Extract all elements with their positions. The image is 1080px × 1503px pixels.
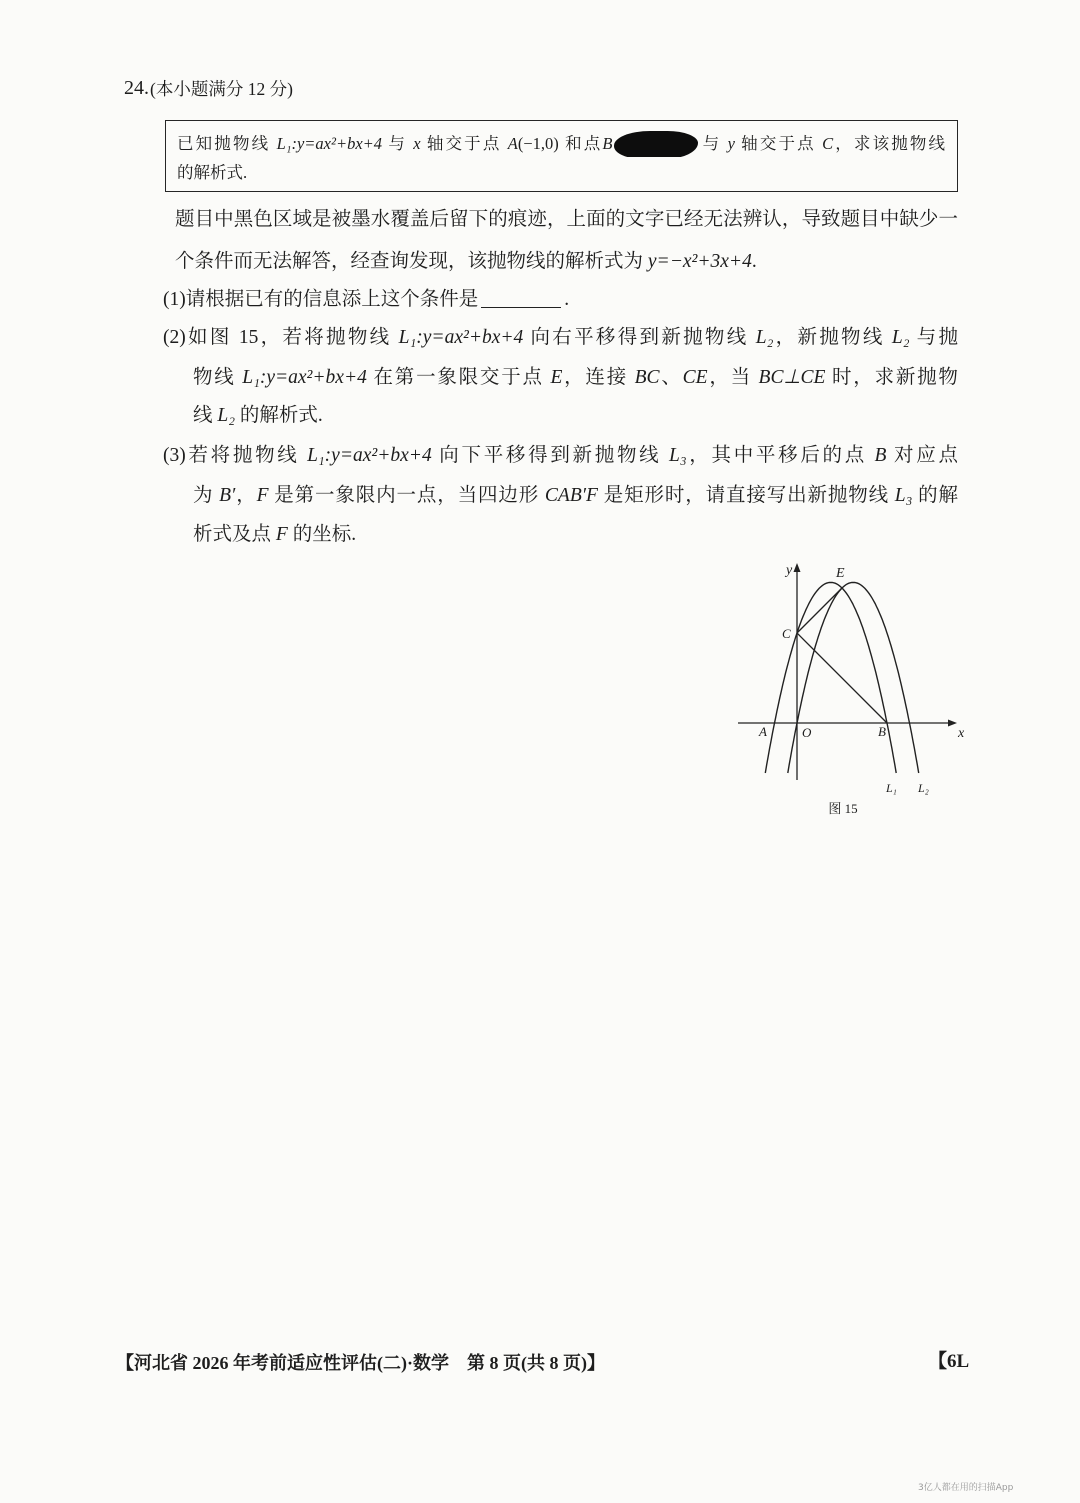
parabola-l2 xyxy=(788,582,919,773)
part-3-text: (3)若将抛物线 xyxy=(163,445,308,466)
part-3-text: ，其中平移后的点 xyxy=(686,445,875,466)
part-2-line-1 xyxy=(163,324,958,352)
part-2-math: E xyxy=(550,367,563,388)
note-line-2 xyxy=(175,248,958,276)
part-2-text: 的解析式. xyxy=(235,405,323,426)
given-text: 与 xyxy=(700,134,728,153)
part-2-text: (2)如图 15，若将抛物线 xyxy=(163,327,399,348)
figure-15 xyxy=(735,555,970,825)
given-math: L₁:y=ax²+bx+4 xyxy=(276,134,383,153)
part-3-line-2 xyxy=(193,482,958,510)
x-axis-label: x xyxy=(958,726,965,741)
part-2-text: ，当 xyxy=(707,367,759,388)
part-1-line xyxy=(163,286,958,314)
part-2-text: 在第一象限交于点 xyxy=(366,367,551,388)
part-2-text: 、 xyxy=(659,367,683,388)
y-axis-label: y xyxy=(786,563,793,578)
part-2-text: 物线 xyxy=(193,367,243,388)
note-line-1: 题目中黑色区域是被墨水覆盖后留下的痕迹，上面的文字已经无法辨认，导致题目中缺少一 xyxy=(175,209,958,230)
part-3-text: 对应点 xyxy=(886,445,958,466)
part-3-text: 是第一象限内一点，当四边形 xyxy=(268,485,545,506)
part-3-math: F xyxy=(275,524,288,545)
part-2-text: ，连接 xyxy=(562,367,635,388)
part-2-text: 时，求新抛物 xyxy=(825,367,958,388)
given-text: 和点 xyxy=(558,134,603,153)
part-2-math: L₂ xyxy=(217,405,236,426)
part-2-math: L₂ xyxy=(891,327,910,348)
part-3-math: B xyxy=(874,445,887,466)
question-number: 24. xyxy=(124,77,149,99)
part-2-math: L₁:y=ax²+bx+4 xyxy=(398,327,524,348)
given-condition-box xyxy=(165,120,958,192)
part-2-line-2 xyxy=(193,364,958,392)
note-text: . xyxy=(751,251,757,272)
part-3-text: 的解 xyxy=(912,485,958,506)
given-math: y xyxy=(727,134,735,153)
part-2-math: CE xyxy=(682,367,708,388)
origin-label: O xyxy=(802,725,812,740)
part-2-math: BC xyxy=(634,367,660,388)
part-3-math: B′ xyxy=(219,485,236,506)
given-text: ，求该抛物线 xyxy=(833,134,945,153)
given-line-2: 的解析式. xyxy=(177,163,248,182)
part-3-math: CAB′F xyxy=(544,485,598,506)
given-text: 轴交于点 xyxy=(420,134,508,153)
part-3-line-3 xyxy=(193,521,958,549)
parabola-equation: y=−x²+3x+4 xyxy=(647,251,752,272)
given-text: (−1,0) xyxy=(517,134,559,153)
given-math: A xyxy=(507,134,518,153)
ink-blot xyxy=(614,131,698,157)
given-text: 已知抛物线 xyxy=(177,134,277,153)
part-3-math: F xyxy=(256,485,269,506)
footer-exam-info: 【河北省 2026 年考前适应性评估(二)·数学 第 8 页(共 8 页)】 xyxy=(116,1353,605,1373)
given-text: 轴交于点 xyxy=(734,134,823,153)
part-3-text: 是矩形时，请直接写出新抛物线 xyxy=(597,485,895,506)
part-3-math: L₁:y=ax²+bx+4 xyxy=(307,445,432,466)
part-3-math: L₃ xyxy=(668,445,687,466)
given-math: B xyxy=(602,134,613,153)
part-1-text: (1)请根据已有的信息添上这个条件是 xyxy=(163,289,479,310)
x-axis-arrow-icon xyxy=(948,720,957,727)
part-3-text: 析式及点 xyxy=(193,524,276,545)
part-3-text: 向下平移得到新抛物线 xyxy=(431,445,669,466)
given-math: C xyxy=(822,134,834,153)
parabola-l1 xyxy=(765,582,896,773)
curve-l2-label: L₂ xyxy=(918,781,929,795)
point-c-label: C xyxy=(782,626,791,641)
point-b-label: B xyxy=(878,724,886,739)
y-axis-arrow-icon xyxy=(794,563,801,572)
segment-bc xyxy=(797,633,887,723)
point-a-label: A xyxy=(759,724,767,739)
scanner-watermark: 3亿人都在用的扫描App xyxy=(918,1483,1014,1493)
note-text: 个条件而无法解答，经查询发现，该抛物线的解析式为 xyxy=(175,251,648,272)
part-2-text: 线 xyxy=(193,405,218,426)
part-2-math: L₁:y=ax²+bx+4 xyxy=(242,367,367,388)
part-2-line-3 xyxy=(193,402,958,430)
score-note: (本小题满分 12 分) xyxy=(150,79,293,99)
given-math: x xyxy=(413,134,421,153)
footer-code: 【6L xyxy=(928,1351,970,1372)
segment-ce xyxy=(797,588,842,633)
part-3-text: 为 xyxy=(193,485,220,506)
answer-blank xyxy=(481,289,561,308)
part-3-line-1 xyxy=(163,442,958,470)
curve-l1-label: L₁ xyxy=(886,781,897,795)
figure-caption: 图 15 xyxy=(828,801,858,816)
part-3-text: 的坐标. xyxy=(287,524,357,545)
part-2-math: L₂ xyxy=(755,327,774,348)
given-line-1 xyxy=(177,131,945,157)
given-text: 与 xyxy=(382,134,414,153)
part-2-text: 与抛 xyxy=(909,327,958,348)
part-2-math: BC⊥CE xyxy=(758,367,826,388)
part-3-math: L₃ xyxy=(894,485,913,506)
part-2-text: 向右平移得到新抛物线 xyxy=(523,327,756,348)
part-3-text: ， xyxy=(235,485,257,506)
part-1-end: . xyxy=(564,289,570,310)
point-e-label: E xyxy=(836,566,845,581)
part-2-text: ，新抛物线 xyxy=(773,327,892,348)
